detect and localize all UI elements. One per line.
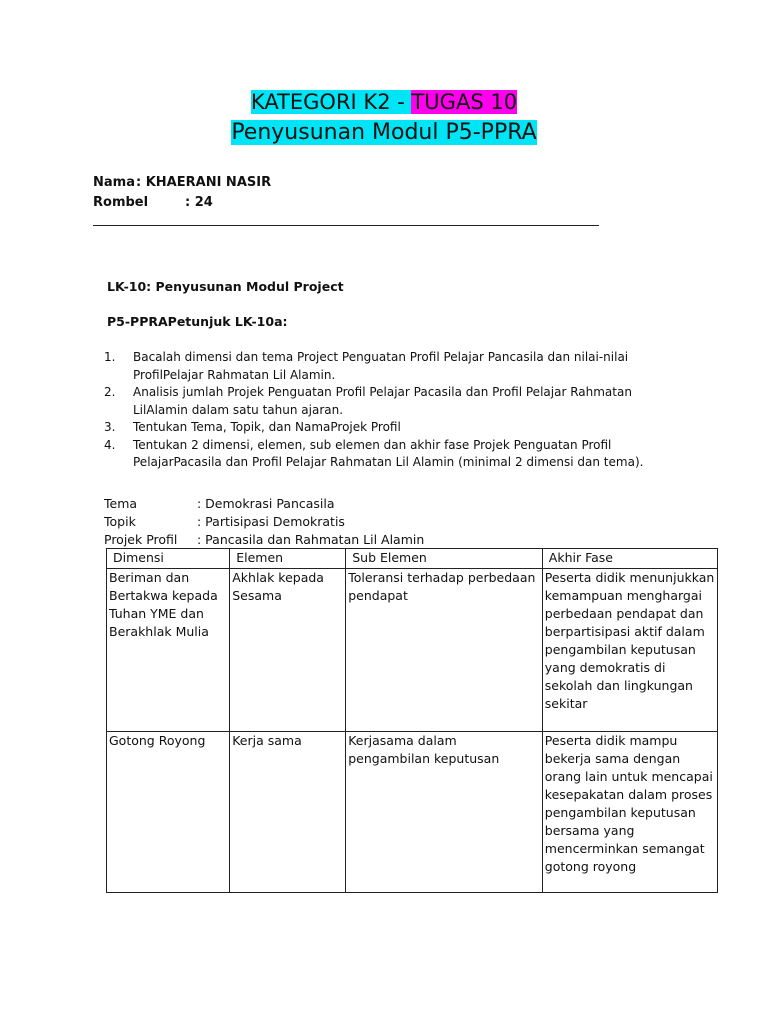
step-number: 3. (104, 420, 116, 434)
header-sub-elemen: Sub Elemen (346, 549, 543, 569)
cell-akhir-fase: Peserta didik menunjukkan kemampuan menghargai perbedaan pendapat dan berpartisipasi aktif dalam pengambilan keputusan yang demokratis di sekolah dan lingkungan sekitar (542, 569, 717, 732)
cell-sub-elemen: Toleransi terhadap perbedaan pendapat (346, 569, 543, 732)
title-category: KATEGORI K2 - (250, 90, 412, 114)
step-text: Tentukan 2 dimensi, elemen, sub elemen dan akhir fase Projek Penguatan Profil PelajarPacasila dan Profil Pelajar Rahmatan Lil Alamin (minimal 2 dimensi dan tema). (133, 437, 644, 469)
tema-value: : Demokrasi Pancasila (197, 496, 335, 511)
instruction-list (104, 349, 644, 472)
cell-dimensi: Beriman dan Bertakwa kepada Tuhan YME dan Berakhlak Mulia (107, 569, 230, 732)
separator-line (93, 225, 599, 226)
project-table (106, 548, 718, 893)
projek-label: Projek Profil (104, 532, 178, 547)
list-item (104, 349, 644, 384)
projek-value: : Pancasila dan Rahmatan Lil Alamin (197, 532, 425, 547)
table-header-row (107, 549, 718, 569)
tema-label: Tema (104, 496, 138, 511)
step-text: Analisis jumlah Projek Penguatan Profil Pelajar Pacasila dan Profil Pelajar Rahmatan LilAlamin dalam satu tahun ajaran. (133, 385, 632, 417)
header-akhir-fase: Akhir Fase (542, 549, 717, 569)
tema-line (104, 495, 335, 513)
list-item (104, 419, 644, 437)
title-module: Penyusunan Modul P5-PPRA (231, 120, 537, 145)
cell-sub-elemen: Kerjasama dalam pengambilan keputusan (346, 732, 543, 893)
rombel-value: : 24 (185, 195, 213, 210)
rombel-label: Rombel (93, 195, 149, 210)
header-elemen: Elemen (230, 549, 346, 569)
rombel-line (93, 195, 213, 210)
title-task: TUGAS 10 (411, 90, 518, 114)
step-text: Bacalah dimensi dan tema Project Penguatan Profil Pelajar Pancasila dan nilai-nilai ProfilPelajar Rahmatan Lil Alamin. (133, 350, 629, 382)
step-number: 1. (104, 350, 116, 364)
topik-value: : Partisipasi Demokratis (197, 514, 345, 529)
table-row (107, 732, 718, 893)
document-title (0, 88, 768, 116)
step-text: Tentukan Tema, Topik, dan NamaProjek Profil (133, 420, 401, 434)
topik-label: Topik (104, 514, 136, 529)
topik-line (104, 513, 345, 531)
cell-elemen: Kerja sama (230, 732, 346, 893)
table-row (107, 569, 718, 732)
cell-akhir-fase: Peserta didik mampu bekerja sama dengan orang lain untuk mencapai kesepakatan dalam proses pengambilan keputusan bersama yang mencerminkan semangat gotong royong (542, 732, 717, 893)
instructions-heading: P5-PPRAPetunjuk LK-10a: (107, 314, 288, 329)
projek-line (104, 531, 424, 549)
list-item (104, 437, 644, 472)
worksheet-heading: LK-10: Penyusunan Modul Project (107, 279, 344, 294)
cell-dimensi: Gotong Royong (107, 732, 230, 893)
nama-line (93, 175, 271, 190)
step-number: 2. (104, 385, 116, 399)
list-item (104, 384, 644, 419)
step-number: 4. (104, 437, 116, 452)
document-subtitle (0, 118, 768, 148)
nama-label: Nama (93, 175, 135, 190)
cell-elemen: Akhlak kepada Sesama (230, 569, 346, 732)
header-dimensi: Dimensi (107, 549, 230, 569)
nama-value: : KHAERANI NASIR (136, 175, 272, 190)
